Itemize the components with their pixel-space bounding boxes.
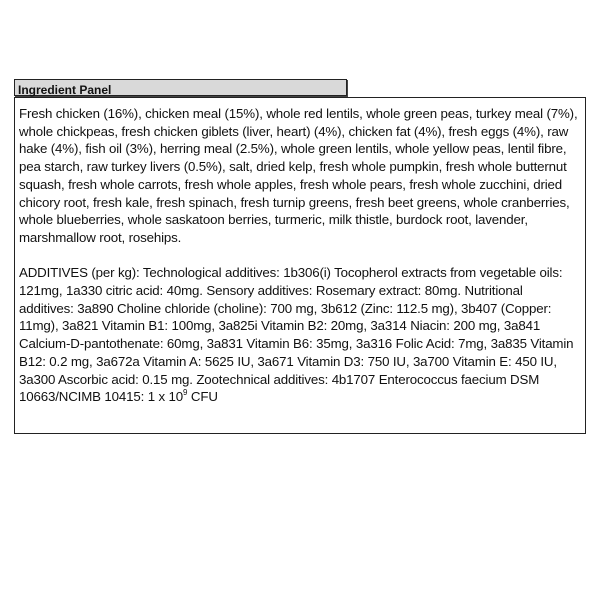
- additives-unit: CFU: [187, 389, 218, 405]
- ingredient-panel-body: [14, 97, 586, 434]
- paragraph-spacer: [19, 247, 580, 265]
- ingredient-panel-header: [14, 79, 347, 96]
- additives-text: ADDITIVES (per kg): Technological additives: 1b306(i) Tocopherol extracts from vegetable oils: 121mg, 1a330 citric acid: 40mg. Sensory additives: Rosemary extract: 80mg. Nutritional additives: 3a890 Choline chloride (choline): 700 mg, 3b612 (Zinc: 112.5 mg), 3b407 (Copper: 11mg), 3a821 Vitamin B1: 100mg, 3a825i Vitamin B2: 20mg, 3a314 Niacin: 200 mg, 3a841 Calcium-D-pantothenate: 60mg, 3a831 Vitamin B6: 35mg, 3a316 Folic Acid: 7mg, 3a835 Vitamin B12: 0.2 mg, 3a672a Vitamin A: 5625 IU, 3a671 Vitamin D3: 750 IU, 3a700 Vitamin E: 450 IU, 3a300 Ascorbic acid: 0.15 mg. Zootechnical additives: 4b1707 Enterococcus faecium DSM 10663/NCIMB 10415: 1 x 10: [19, 265, 574, 405]
- additives-exponent: 9: [183, 387, 188, 397]
- additives-list: [19, 264, 580, 406]
- panel-title: Ingredient Panel: [18, 83, 112, 97]
- ingredients-list: Fresh chicken (16%), chicken meal (15%), whole red lentils, whole green peas, turkey meal (7%), whole chickpeas, fresh chicken giblets (liver, heart) (4%), chicken fat (4%), fresh eggs (4%), raw hake (4%), fish oil (3%), herring meal (2.5%), whole green lentils, whole yellow peas, lentil fibre, pea starch, raw turkey livers (0.5%), salt, dried kelp, fresh whole pumpkin, fresh whole butternut squash, fresh whole carrots, fresh whole apples, fresh whole pears, fresh whole zucchini, dried chicory root, fresh kale, fresh spinach, fresh turnip greens, fresh beet greens, whole cranberries, whole blueberries, whole saskatoon berries, turmeric, milk thistle, burdock root, lavender, marshmallow root, rosehips.: [19, 106, 578, 245]
